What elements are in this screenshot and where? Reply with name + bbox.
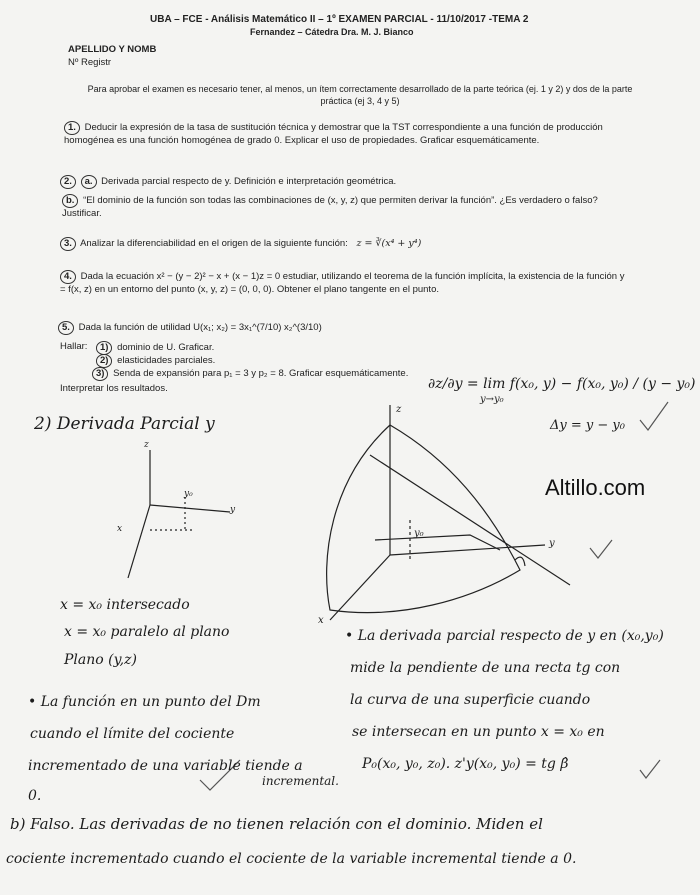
surface-outline bbox=[327, 425, 520, 613]
check-mark-2 bbox=[640, 402, 668, 430]
label-y: y bbox=[549, 538, 555, 549]
check-mark-1 bbox=[590, 540, 612, 558]
item-2b-letter: b. bbox=[62, 194, 78, 208]
item-5-number: 5. bbox=[58, 321, 74, 335]
item-2-number: 2. bbox=[60, 175, 76, 189]
item-5-sub-3-number: 3) bbox=[92, 367, 108, 381]
small-y-axis bbox=[150, 505, 230, 512]
answer-b-line-1: b) Falso. Las derivadas de no tienen relación con el dominio. Miden el bbox=[10, 815, 543, 833]
small-x-axis bbox=[128, 505, 150, 578]
item-1-number: 1. bbox=[64, 121, 80, 135]
item-4-number: 4. bbox=[60, 270, 76, 284]
item-5-sub-2-text: elasticidades parciales. bbox=[117, 355, 216, 366]
item-5-sub-1-number: 1) bbox=[96, 341, 112, 355]
hand-limit-under: y→y₀ bbox=[480, 394, 504, 405]
right-line-2: mide la pendiente de una recta tg con bbox=[350, 660, 621, 676]
item-2a-text: Derivada parcial respecto de y. Definición e interpretación geométrica. bbox=[101, 176, 397, 187]
small-axes-graph bbox=[128, 450, 230, 578]
item-4-text: Dada la ecuación x² − (y − 2)² − x + (x − 1)z = 0 estudiar, utilizando el teorema de la función implícita, la existencia de la función y = f(x, z) en un entorno del punto (x, y, z) = (0, 0, 0). Obtener el plano tangente en el punto. bbox=[60, 271, 625, 295]
item-2b-text: “El dominio de la función son todas las combinaciones de (x, y, z) que permiten derivar la función”. ¿Es verdadero o falso? Justificar. bbox=[62, 195, 598, 219]
check-mark-4 bbox=[640, 760, 660, 778]
left-line-2: cuando el límite del cociente bbox=[30, 726, 235, 742]
item-2a-letter: a. bbox=[81, 175, 97, 189]
note-plano-yz: Plano (y,z) bbox=[64, 652, 137, 668]
small-label-z: z bbox=[144, 440, 149, 450]
item-5-sub-1-text: dominio de U. Graficar. bbox=[117, 342, 215, 353]
item-3-number: 3. bbox=[60, 237, 76, 251]
altillo-watermark: Altillo.com bbox=[545, 475, 646, 500]
item-1-text: Deducir la expresión de la tasa de sustitución técnica y demostrar que la TST correspondiente a una función de producción homogénea es una función homogénea de grado 0. Explicar el uso de propiedades. Graficar esquemáticamente. bbox=[64, 122, 603, 146]
right-line-1: • La derivada parcial respecto de y en (x₀,y₀) bbox=[345, 628, 664, 644]
left-line-4: 0. bbox=[28, 788, 42, 804]
left-line-5: incremental. bbox=[262, 774, 339, 788]
item-5-interpret: Interpretar los resultados. bbox=[60, 383, 168, 394]
trace-curve bbox=[375, 535, 500, 550]
label-x: x bbox=[318, 615, 324, 626]
left-line-1: • La función en un punto del Dm bbox=[28, 694, 261, 710]
exam-subtitle: Fernandez – Cátedra Dra. M. J. Bianco bbox=[250, 27, 414, 37]
right-line-4: se intersecan en un punto x = x₀ en bbox=[352, 724, 605, 740]
exam-title: UBA – FCE - Análisis Matemático II – 1º EXAMEN PARCIAL - 11/10/2017 -TEMA 2 bbox=[150, 14, 529, 25]
item-5-hallar: Hallar: bbox=[60, 341, 88, 352]
hand-title-2: 2) Derivada Parcial y bbox=[34, 414, 215, 434]
note-x-intersect: x = x₀ intersecado bbox=[60, 597, 190, 613]
apellido-label: APELLIDO Y NOMB bbox=[68, 44, 157, 55]
small-label-y0: y₀ bbox=[184, 489, 193, 499]
big-3d-graph bbox=[327, 405, 570, 620]
left-line-3: incrementado de una variable tiende a bbox=[28, 758, 303, 774]
tangent-line bbox=[370, 455, 570, 585]
item-5-sub-3-text: Senda de expansión para p₁ = 3 y p₂ = 8. Graficar esquemáticamente. bbox=[113, 368, 409, 379]
small-label-y: y bbox=[230, 505, 236, 515]
item-5-sub-2-number: 2) bbox=[96, 354, 112, 368]
angle-arc bbox=[515, 557, 525, 566]
big-x-axis bbox=[330, 555, 390, 620]
hand-formula-top: ∂z/∂y = lim f(x₀, y) − f(x₀, y₀) / (y − y₀) bbox=[428, 376, 696, 392]
right-line-5: P₀(x₀, y₀, z₀). z'y(x₀, y₀) = tg β̂ bbox=[362, 756, 569, 772]
item-5-text: Dada la función de utilidad U(x₁; x₂) = 3x₁^(7/10) x₂^(3/10) bbox=[78, 322, 322, 333]
right-line-3: la curva de una superficie cuando bbox=[350, 692, 591, 708]
label-z: z bbox=[396, 404, 402, 415]
note-x-parallel: x = x₀ paralelo al plano bbox=[64, 624, 230, 640]
intro-text: Para aprobar el examen es necesario tener, al menos, un ítem correctamente desarrollado de la parte teórica (ej. 1 y 2) y dos de la parte práctica (ej 3, 4 y 5) bbox=[87, 84, 633, 106]
label-y0: y₀ bbox=[414, 528, 424, 539]
answer-b-line-2: cociente incrementado cuando el cociente de la variable incremental tiende a 0. bbox=[6, 851, 577, 867]
registro-label: Nº Registr bbox=[68, 57, 112, 68]
item-3-formula: z = ∛(x⁴ + y⁴) bbox=[356, 238, 422, 249]
hand-delta: Δy = y − y₀ bbox=[550, 418, 625, 433]
item-3-text: Analizar la diferenciabilidad en el origen de la siguiente función: bbox=[80, 238, 348, 249]
small-label-x: x bbox=[117, 524, 123, 534]
